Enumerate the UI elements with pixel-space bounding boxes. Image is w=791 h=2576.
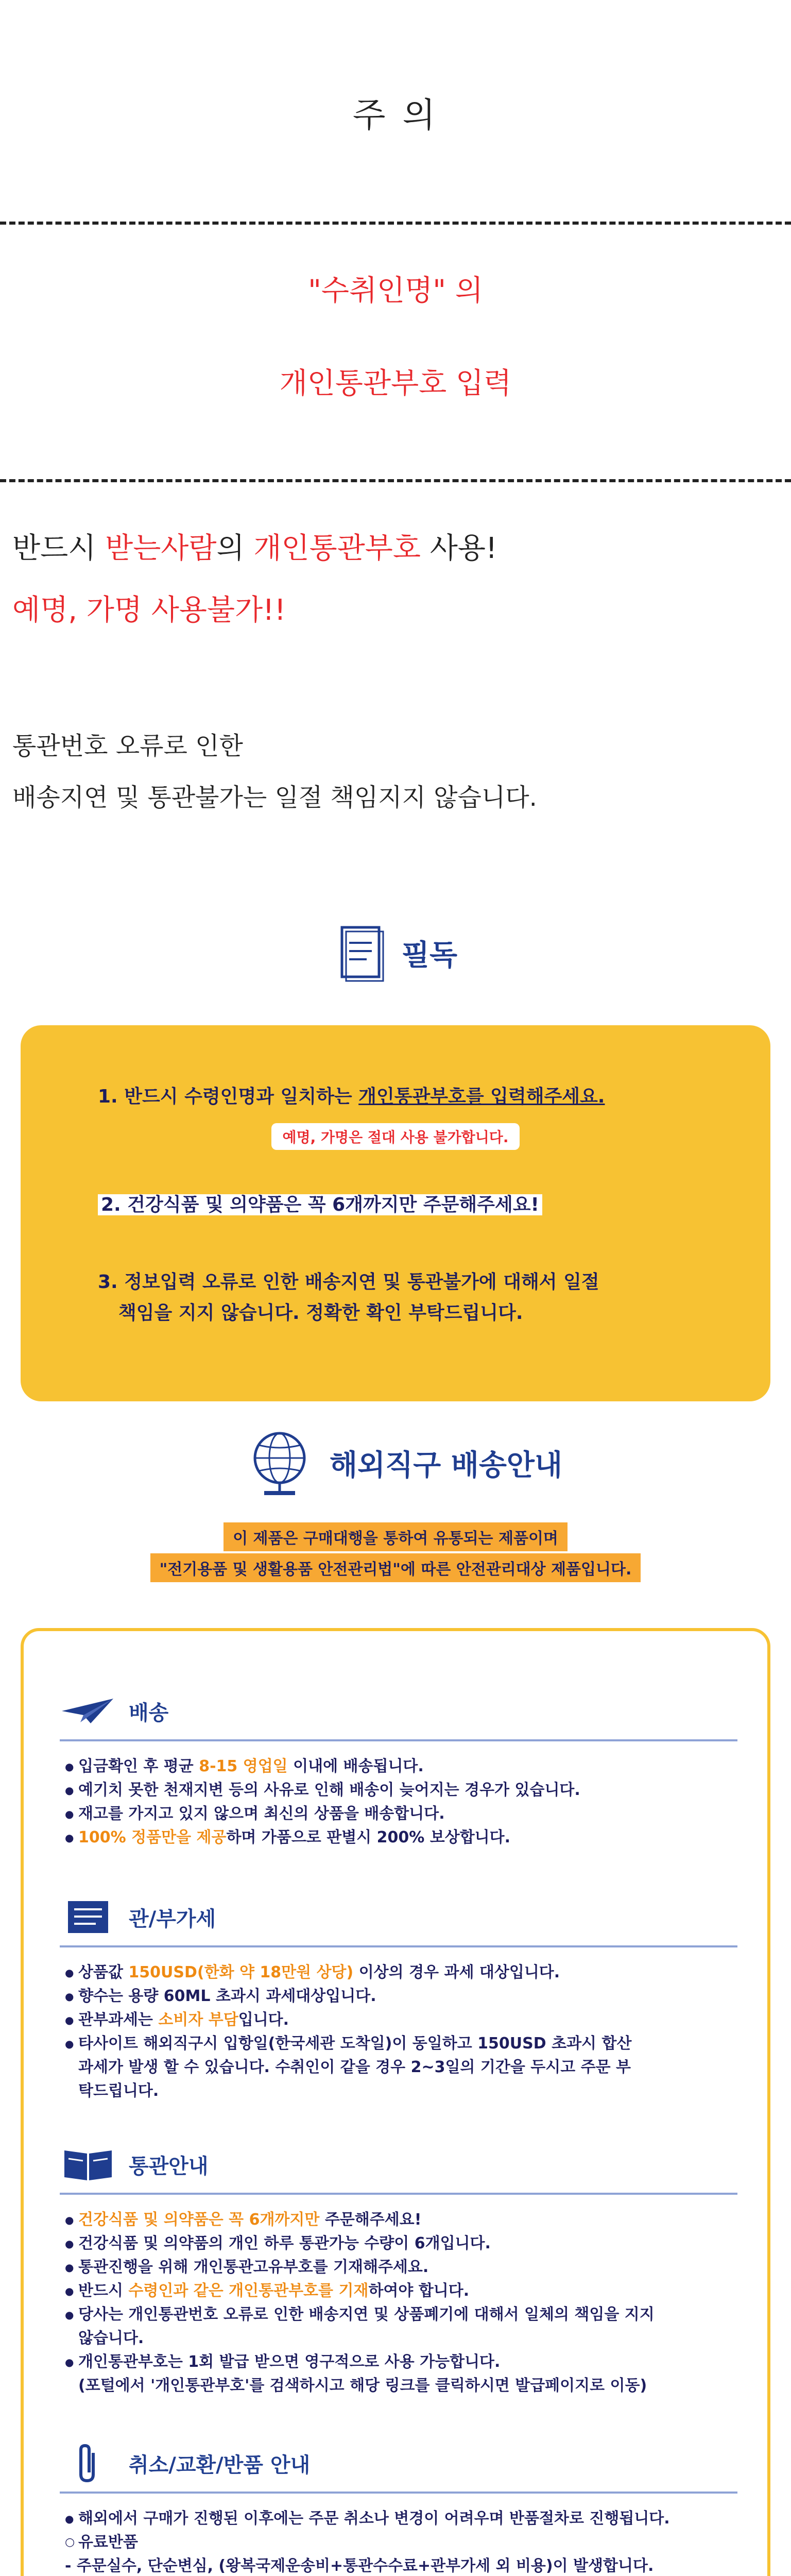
returns-rule (60, 2492, 737, 2494)
quote-line: "수취인명" 의 (308, 274, 483, 308)
list-item: ● 통관진행을 위해 개인통관고유부호를 기재해주세요. (65, 2256, 740, 2279)
overseas-band-2: "전기용품 및 생활용품 안전관리법"에 따른 안전관리대상 제품입니다. (0, 1553, 791, 1582)
tax-list (65, 1961, 740, 2103)
list-item: ● 반드시 수령인과 같은 개인통관부호를 기재하여야 합니다. (65, 2279, 740, 2303)
notice-item-1: 1. 반드시 수령인명과 일치하는 개인통관부호를 입력해주세요. (98, 1086, 605, 1107)
list-item-cont: - 주문실수, 단순변심, (왕복국제운송비+통관수수료+관부가세 외 비용)이 발생합니다. (65, 2557, 654, 2575)
list-item-cont: 과세가 발생 할 수 있습니다. 수취인이 같을 경우 2~3일의 기간을 두시고 주문 부 (78, 2058, 631, 2076)
list-item: ● 향수는 용량 60ML 초과시 과세대상입니다. (65, 1985, 740, 2008)
list-item: ● 당사는 개인통관번호 오류로 인한 배송지연 및 상품폐기에 대해서 일체의 책임을 지지 (65, 2303, 740, 2327)
list-item: ○ 유료반품 (65, 2531, 740, 2554)
returns-list (65, 2507, 740, 2576)
dashed-divider-bottom (0, 479, 791, 482)
dashed-divider-top (0, 222, 791, 225)
customs-rule (60, 2193, 737, 2195)
globe-icon (241, 1427, 318, 1499)
notice-box (21, 1025, 770, 1401)
list-item: ● 건강식품 및 의약품의 개인 하루 통관가능 수량이 6개입니다. (65, 2232, 740, 2256)
paper-plane-icon (60, 1693, 116, 1729)
shipping-rule (60, 1739, 737, 1741)
list-item: ● 건강식품 및 의약품은 꼭 6개까지만 주문해주세요! (65, 2208, 740, 2232)
list-item: ● 해외에서 구매가 진행된 이후에는 주문 취소나 변경이 어려우며 반품절차로 진행됩니다. (65, 2507, 740, 2531)
notice-item-3b: 책임을 지지 않습니다. 정확한 확인 부탁드립니다. (118, 1302, 523, 1324)
customs-heading: 통관안내 (60, 2146, 209, 2182)
intro-line-3: 통관번호 오류로 인한 (12, 732, 243, 760)
list-item: ● 100% 정품만을 제공하며 가품으로 판별시 200% 보상합니다. (65, 1826, 740, 1850)
overseas-heading (221, 1427, 582, 1499)
notice-pill-row (21, 1123, 770, 1150)
list-item: ● 입금확인 후 평균 8-15 영업일 이내에 배송됩니다. (65, 1755, 740, 1778)
shipping-heading: 배송 (60, 1693, 168, 1729)
tax-heading: 관/부가세 (60, 1899, 216, 1935)
notice-item-3a: 3. 정보입력 오류로 인한 배송지연 및 통관불가에 대해서 일절 (98, 1272, 599, 1293)
list-item-cont: (포털에서 '개인통관부호'를 검색하시고 해당 링크를 클릭하시면 발급페이지로 이동) (78, 2377, 647, 2395)
notice-item-2: 2. 건강식품 및 의약품은 꼭 6개까지만 주문해주세요! (98, 1190, 542, 1220)
notice-title: 필독 (401, 939, 458, 972)
list-item: ● 관부과세는 소비자 부담입니다. (65, 2008, 740, 2032)
intro-line-4: 배송지연 및 통관불가는 일절 책임지지 않습니다. (12, 783, 537, 812)
list-item-cont: 탁드립니다. (78, 2082, 159, 2100)
intro-line-1: 반드시 받는사람의 개인통관부호 사용! (12, 532, 497, 565)
intro-line-2: 예명, 가명 사용불가!! (12, 594, 286, 627)
list-item-cont: 않습니다. (78, 2329, 144, 2347)
list-item: ● 예기치 못한 천재지변 등의 사유로 인해 배송이 늦어지는 경우가 있습니다. (65, 1778, 740, 1802)
red-title-line: 개인통관부호 입력 (279, 367, 512, 400)
shipping-list (65, 1755, 740, 1850)
document-icon (336, 922, 387, 984)
returns-heading: 취소/교환/반품 안내 (60, 2445, 310, 2481)
list-item: ● 개인통관부호는 1회 발급 받으면 영구적으로 사용 가능합니다. (65, 2350, 740, 2374)
list-item: ● 타사이트 해외직구시 입항일(한국세관 도착일)이 동일하고 150USD 초과시 합산 (65, 2032, 740, 2056)
overseas-band-1: 이 제품은 구매대행을 통하여 유통되는 제품이며 (0, 1522, 791, 1551)
customs-list (65, 2208, 740, 2398)
info-box (21, 1628, 770, 2576)
list-item: ● 재고를 가지고 있지 않으며 최신의 상품을 배송합니다. (65, 1802, 740, 1826)
paperclip-icon (60, 2445, 116, 2481)
overseas-title: 해외직구 배송안내 (329, 1449, 563, 1482)
tax-rule (60, 1945, 737, 1947)
list-item: ● 상품값 150USD(한화 약 18만원 상당) 이상의 경우 과세 대상입니다. (65, 1961, 740, 1985)
notice-heading (309, 922, 484, 984)
notice-pill: 예명, 가명은 절대 사용 불가합니다. (271, 1123, 520, 1150)
receipt-icon (60, 1899, 116, 1935)
book-icon (60, 2146, 116, 2182)
page-title: 주 의 (352, 95, 439, 135)
